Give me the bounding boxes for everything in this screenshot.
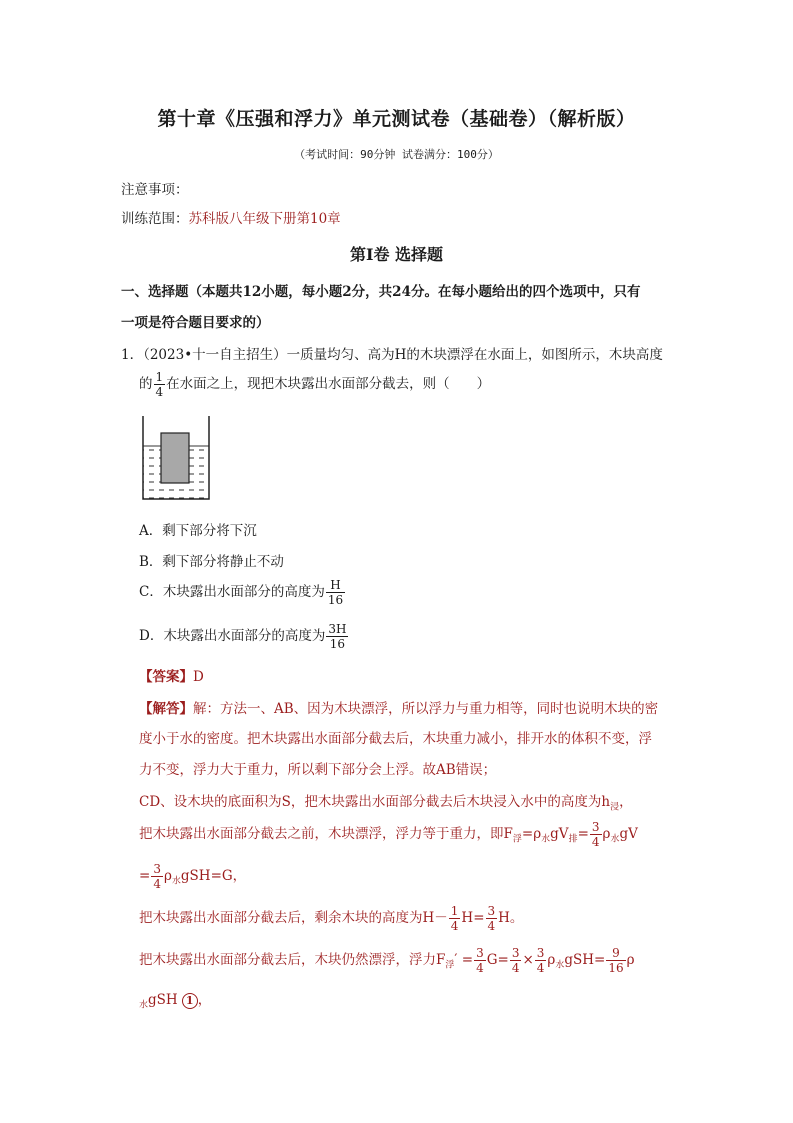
option-c-fraction: $\frac{H}{16}$: [327, 578, 344, 607]
range-value: 苏科版八年级下册第10章: [188, 211, 341, 227]
document-title: 第十章《压强和浮力》单元测试卷（基础卷）（解析版）: [157, 108, 636, 130]
wooden-block-icon: [161, 433, 189, 483]
section-title: 第Ⅰ卷 选择题: [349, 245, 444, 264]
answer: [139, 665, 204, 685]
option-a: A．剩下部分将下沉: [139, 523, 257, 539]
analysis-line5: 把木块露出水面部分截去之前，木块漂浮，浮力等于重力，即$F_浮=\rho_水gV_排=$ $\frac{3}{4}$ $\rho_水gV$: [139, 820, 638, 849]
question-stem-line1: 1．（2023•十一自主招生）一质量均匀、高为H的木块漂浮在水面上，如图所示，木块高度: [121, 347, 663, 363]
exam-info: （考试时间：90分钟 试卷满分：100分）: [294, 148, 499, 161]
analysis-label: 【解答】: [139, 701, 193, 717]
analysis-line3: 力不变，浮力大于重力，所以剩下部分会上浮。故AB错误；: [139, 762, 497, 778]
option-c: C．木块露出水面部分的高度为 $\frac{H}{16}$: [139, 578, 344, 607]
analysis-line4: CD、设木块的底面积为S，把木块露出水面部分截去后木块浸入水中的高度为$h_浸$，: [139, 794, 633, 813]
section-instruction-line2: 一项是符合题目要求的）: [121, 315, 270, 331]
option-d: D．木块露出水面部分的高度为 $\frac{3H}{16}$: [139, 622, 347, 651]
answer-value: D: [193, 669, 204, 685]
analysis-line7: 把木块露出水面部分截去后，剩余木块的高度为H－ $\frac{1}{4}$ H= $\frac{3}{4}$ H。: [139, 904, 524, 933]
answer-label: 【答案】: [139, 669, 193, 685]
analysis-line9: $_水$gSH 1 ，: [139, 992, 212, 1011]
section-instruction-line1: 一、选择题（本题共12小题，每小题2分，共24分。在每小题给出的四个选项中，只有: [121, 284, 641, 300]
analysis-line2: 度小于水的密度。把木块露出水面部分截去后，木块重力减小，排开水的体积不变，浮: [139, 731, 652, 747]
equation-marker: 1: [182, 993, 198, 1009]
training-range: [121, 207, 341, 227]
range-label: 训练范围：: [121, 211, 189, 227]
floating-block-figure: [138, 414, 214, 506]
option-d-fraction: $\frac{3H}{16}$: [328, 622, 347, 651]
analysis-line1: 【解答】解：方法一、AB、因为木块漂浮，所以浮力与重力相等，同时也说明木块的密: [139, 701, 659, 717]
question-stem-line2: 的 $\frac{1}{4}$ 在水面之上，现把木块露出水面部分截去，则（ ）: [139, 370, 491, 399]
analysis-line6: = $\frac{3}{4}$ $\rho_水gSH=G$，: [139, 862, 247, 891]
notes-label: 注意事项：: [121, 182, 189, 198]
analysis-line8: 把木块露出水面部分截去后，木块仍然漂浮，浮力$F_浮'$ = $\frac{3}{4}$ G= $\frac{3}{4}$ × $\frac{3}{4}$ $\rho_水gSH=$ $\frac{9}{16}$ ρ: [139, 946, 635, 975]
option-b: B．剩下部分将静止不动: [139, 554, 284, 570]
stem-fraction: $\frac{1}{4}$: [155, 370, 164, 399]
